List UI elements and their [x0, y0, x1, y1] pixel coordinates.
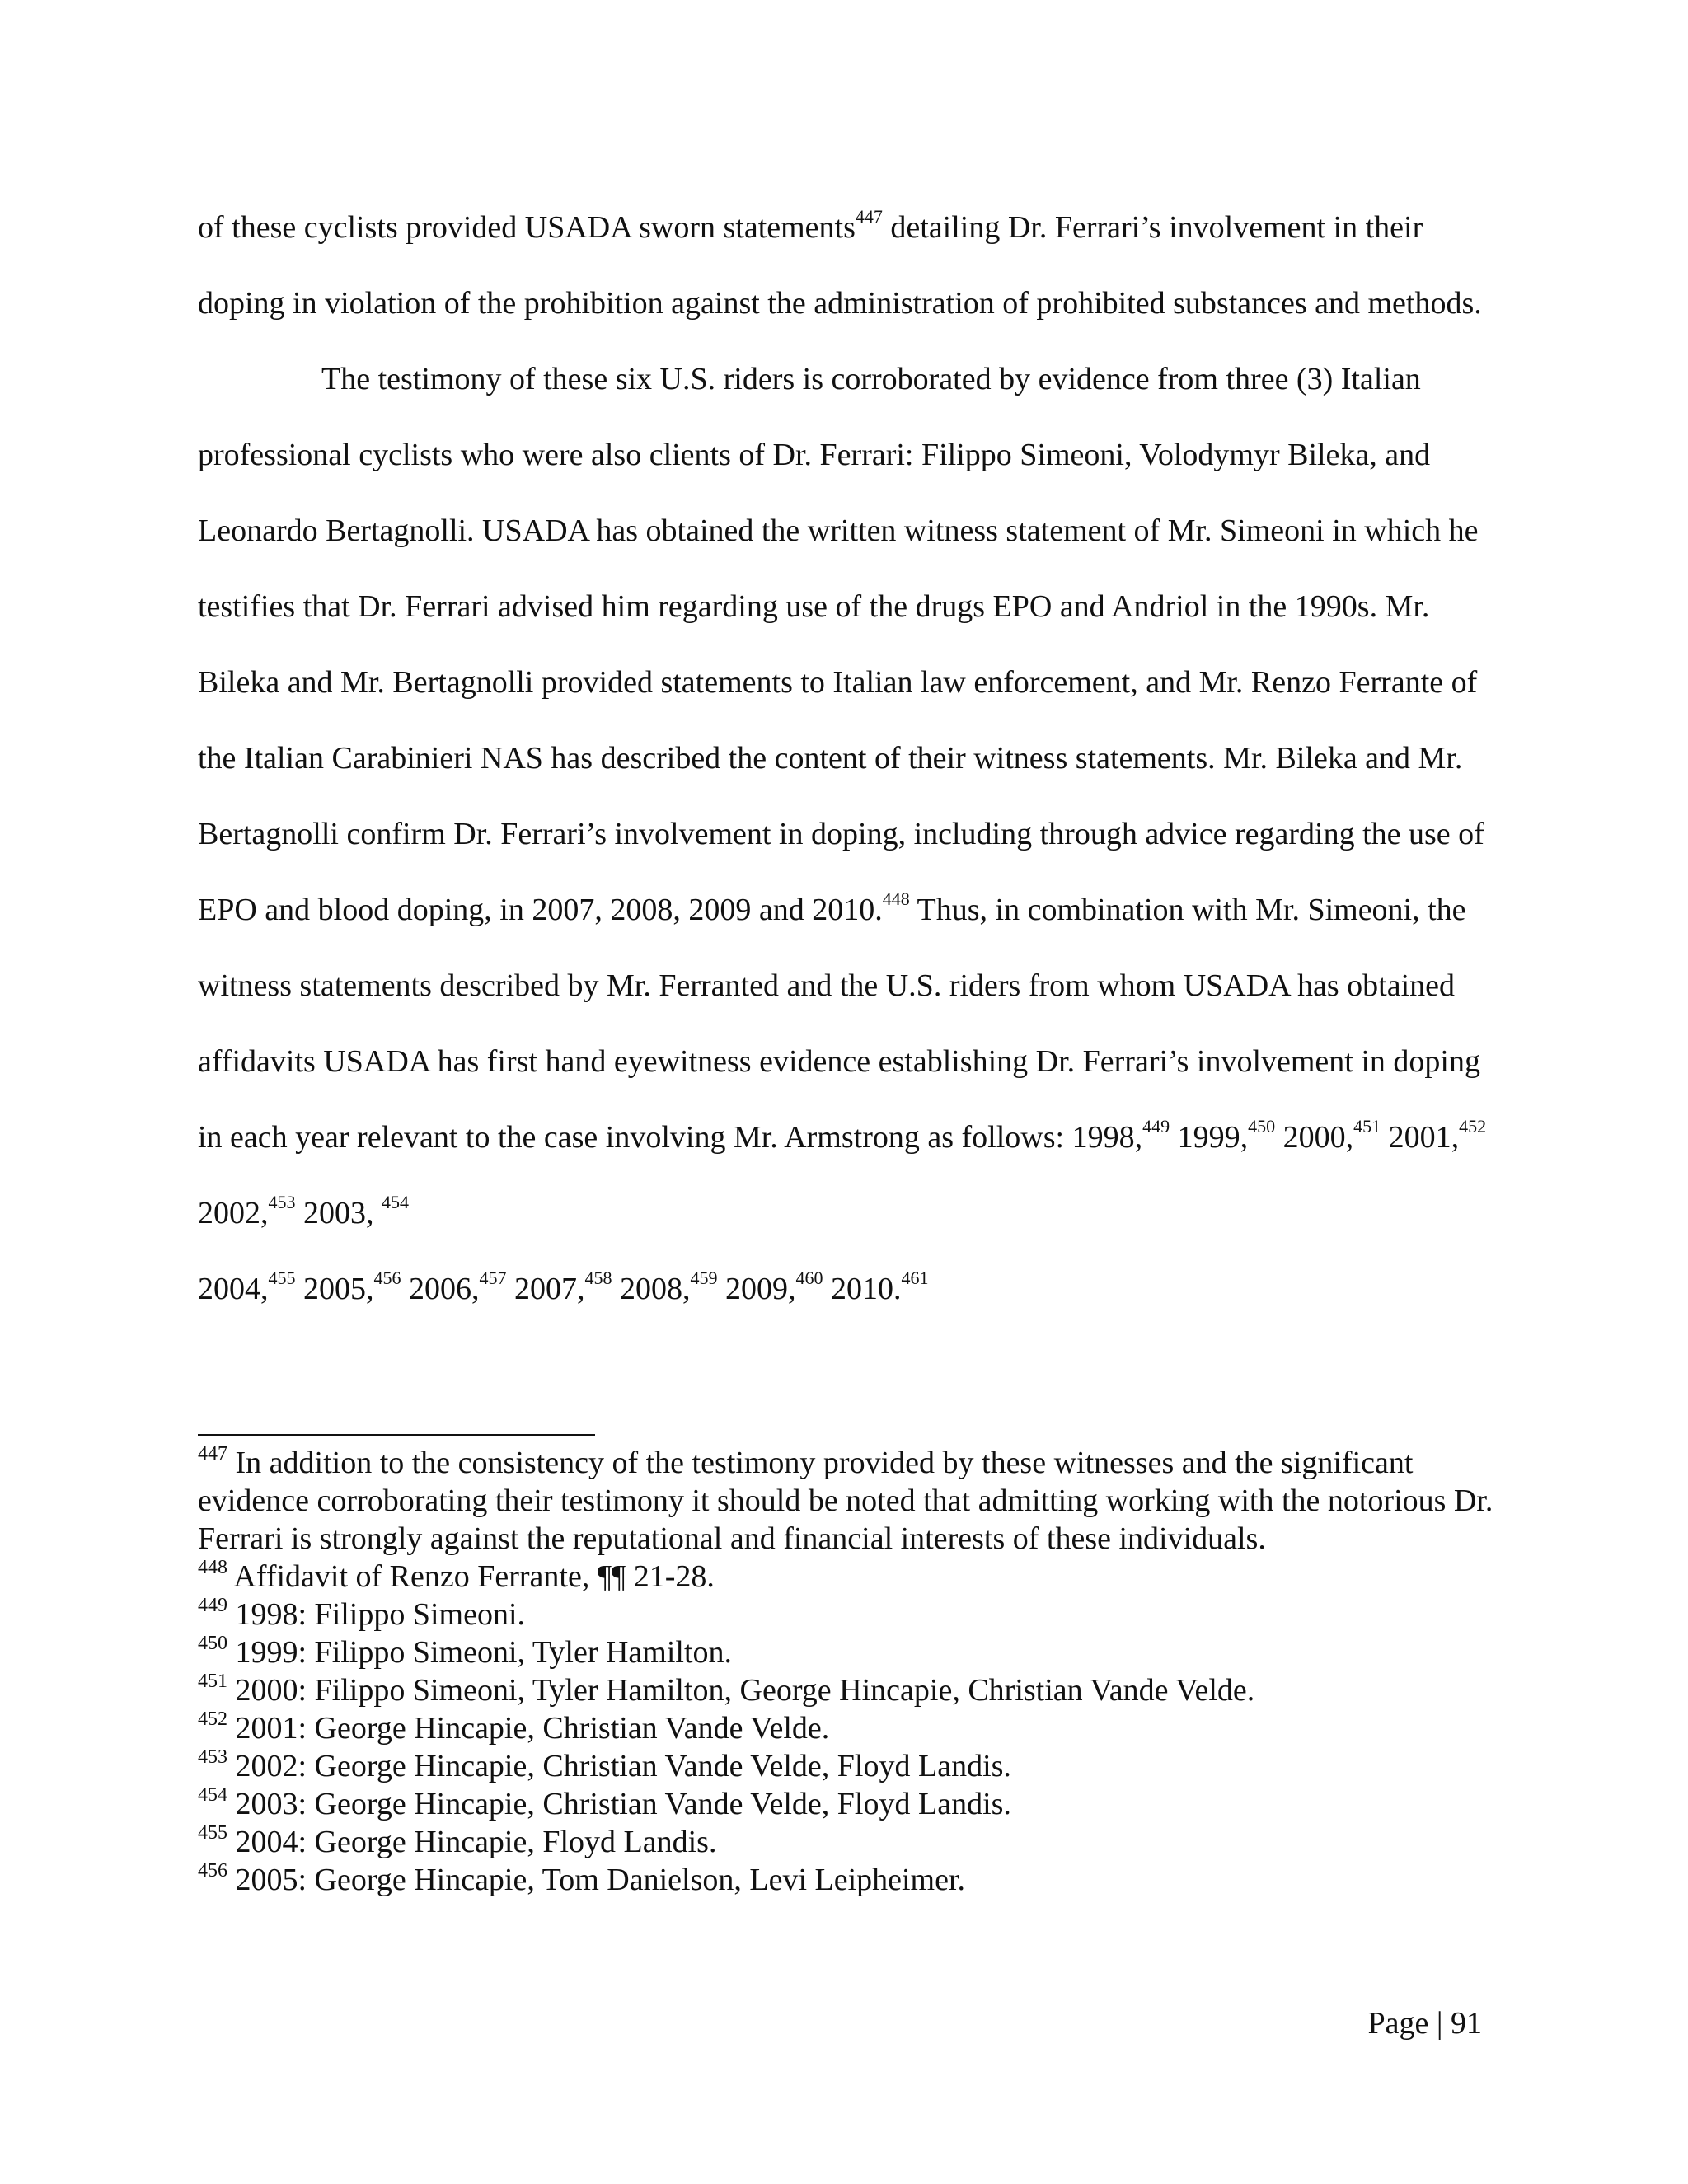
footnote-text: Affidavit of Renzo Ferrante, ¶¶ 21-28. [227, 1559, 715, 1594]
year-item: 1999, [1170, 1120, 1249, 1155]
year-item: 2003, [295, 1196, 382, 1230]
footnote-number: 453 [198, 1746, 227, 1769]
footnote-449 [198, 1596, 1500, 1633]
footnote-451 [198, 1671, 1500, 1709]
paragraph-1-text-b: detailing Dr. Ferrari’s involvement in their doping in violation of the prohibition against the administration of prohibited substances and methods. [198, 210, 1482, 321]
footnote-ref[interactable]: 457 [479, 1268, 507, 1289]
footnote-ref[interactable]: 452 [1459, 1116, 1487, 1137]
footnote-ref-448[interactable]: 448 [882, 888, 910, 910]
year-item: 2000, [1275, 1120, 1354, 1155]
footnote-ref[interactable]: 451 [1353, 1116, 1381, 1137]
footnote-number: 452 [198, 1708, 227, 1731]
footnote-ref[interactable]: 460 [795, 1268, 823, 1289]
year-item: 2007, [506, 1272, 585, 1306]
footnote-number: 449 [198, 1595, 227, 1617]
footnote-text: 1998: Filippo Simeoni. [227, 1597, 526, 1632]
footnote-ref[interactable]: 453 [268, 1192, 296, 1213]
footnote-452 [198, 1709, 1500, 1747]
footnote-text: 2004: George Hincapie, Floyd Landis. [227, 1825, 717, 1859]
footnote-ref[interactable]: 455 [268, 1268, 296, 1289]
footnotes [198, 1444, 1500, 1899]
footnote-number: 455 [198, 1822, 227, 1844]
footnote-450 [198, 1633, 1500, 1671]
footnote-456 [198, 1861, 1500, 1899]
footnote-text: 2003: George Hincapie, Christian Vande Velde, Floyd Landis. [227, 1787, 1011, 1821]
footnote-ref[interactable]: 450 [1248, 1116, 1276, 1137]
footnote-448 [198, 1558, 1500, 1596]
footnote-number: 454 [198, 1784, 227, 1807]
year-item: 2005, [295, 1272, 374, 1306]
footnote-ref[interactable]: 456 [373, 1268, 401, 1289]
footnote-number: 447 [198, 1443, 227, 1465]
year-item: 2006, [401, 1272, 480, 1306]
footnote-number: 450 [198, 1633, 227, 1655]
footnote-ref[interactable]: 454 [382, 1192, 409, 1213]
paragraph-1 [198, 190, 1492, 341]
footnote-ref[interactable]: 449 [1142, 1116, 1170, 1137]
paragraph-2-text-a: The testimony of these six U.S. riders is corroborated by evidence from three (3) Italian professional cyclists who were also clients of Dr. Ferrari: Filippo Simeoni, Volodymyr Bileka, and Leonardo Bertagnolli. USADA has obtained the written witness statement of Mr. Simeoni in which he testifies that Dr. Ferrari advised him regarding use of the drugs EPO and Andriol in the 1990s. Mr. Bileka and Mr. Bertagnolli provided statements to Italian law enforcement, and Mr. Renzo Ferrante of the Italian Carabinieri NAS has described the content of their witness statements. Mr. Bileka and Mr. Bertagnolli confirm Dr. Ferrari’s involvement in doping, including through advice regarding the use of EPO and blood doping, in 2007, 2008, 2009 and 2010. [198, 362, 1484, 927]
footnote-number: 448 [198, 1557, 227, 1579]
footnote-ref[interactable]: 458 [584, 1268, 612, 1289]
footnote-number: 456 [198, 1860, 227, 1882]
year-item: 2010. [823, 1272, 902, 1306]
year-item: 2008, [612, 1272, 691, 1306]
paragraph-2-text-b: Thus, in combination with Mr. Simeoni, the witness statements described by Mr. Ferranted and the U.S. riders from whom USADA has obtained affidavits USADA has first hand eyewitness evidence establishing Dr. Ferrari’s involvement in doping in each year relevant to the case involving Mr. Armstrong as follows: [198, 893, 1480, 1155]
year-item: 2004, [198, 1272, 269, 1306]
paragraph-1-text-a: of these cyclists provided USADA sworn statements [198, 210, 856, 245]
body-text [198, 190, 1492, 1327]
footnote-text: 2000: Filippo Simeoni, Tyler Hamilton, George Hincapie, Christian Vande Velde. [227, 1673, 1255, 1708]
footnote-number: 451 [198, 1671, 227, 1693]
footnote-separator [198, 1434, 595, 1436]
footnote-text: 2005: George Hincapie, Tom Danielson, Levi Leipheimer. [227, 1863, 966, 1897]
footnote-ref-447[interactable]: 447 [855, 206, 883, 227]
year-item: 1998, [1071, 1120, 1143, 1155]
page-number: Page | 91 [1367, 2006, 1482, 2041]
footnote-text: In addition to the consistency of the testimony provided by these witnesses and the significant evidence corroborating their testimony it should be noted that admitting working with the notorious Dr. Ferrari is strongly against the reputational and financial interests of these individuals. [198, 1446, 1493, 1556]
footnote-447 [198, 1444, 1500, 1558]
footnote-453 [198, 1747, 1500, 1785]
footnote-text: 1999: Filippo Simeoni, Tyler Hamilton. [227, 1635, 733, 1670]
year-item: 2002, [198, 1196, 269, 1230]
paragraph-2 [198, 341, 1492, 1327]
footnote-text: 2002: George Hincapie, Christian Vande Velde, Floyd Landis. [227, 1749, 1011, 1783]
footnote-455 [198, 1823, 1500, 1861]
footnote-454 [198, 1785, 1500, 1823]
footnote-text: 2001: George Hincapie, Christian Vande Velde. [227, 1711, 830, 1746]
footnote-ref[interactable]: 461 [901, 1268, 929, 1289]
footnote-ref[interactable]: 459 [690, 1268, 718, 1289]
year-item: 2009, [717, 1272, 796, 1306]
year-item: 2001, [1381, 1120, 1460, 1155]
